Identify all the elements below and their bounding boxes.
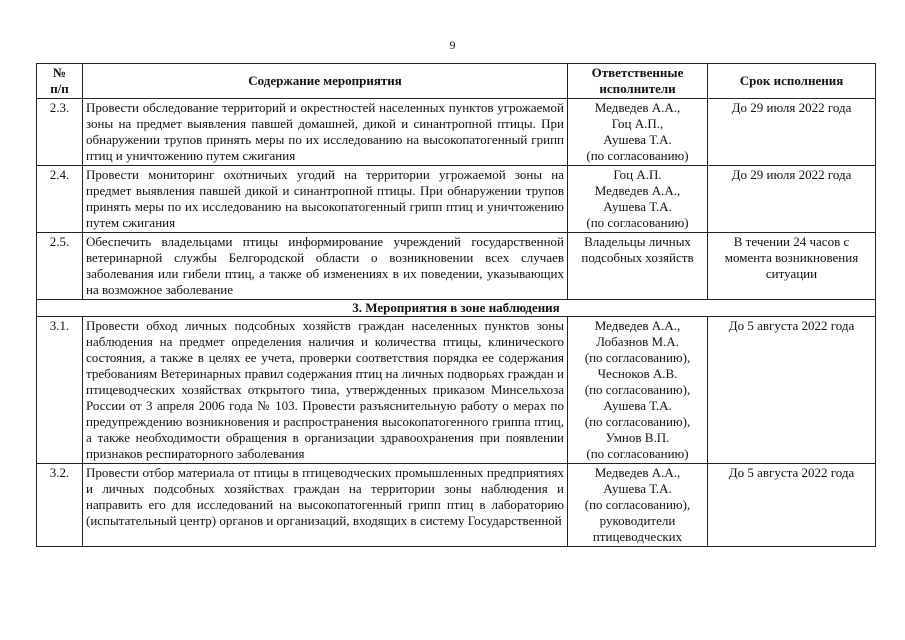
responsible-line: Медведев А.А., <box>594 465 681 480</box>
row-deadline <box>708 317 876 464</box>
row-number: 3.1. <box>37 317 83 464</box>
header-deadline: Срок исполнения <box>708 64 876 99</box>
deadline-line: момента возникновения <box>724 250 859 265</box>
header-responsible <box>568 64 708 99</box>
row-deadline <box>708 233 876 300</box>
row-deadline <box>708 464 876 547</box>
responsible-line: Чесноков А.В. <box>597 366 678 381</box>
row-deadline <box>708 166 876 233</box>
table-header-row <box>37 64 876 99</box>
table-row <box>37 317 876 464</box>
responsible-line: Аушева Т.А. <box>603 481 672 496</box>
row-responsible <box>568 233 708 300</box>
page-number: 9 <box>449 38 456 52</box>
header-number <box>37 64 83 99</box>
section-title: 3. Мероприятия в зоне наблюдения <box>37 300 876 317</box>
responsible-line: руководители <box>599 513 676 528</box>
table-row <box>37 99 876 166</box>
deadline-line: До 29 июля 2022 года <box>731 167 852 182</box>
deadline-line: В течении 24 часов с <box>733 234 850 249</box>
header-responsible-line: Ответственные <box>591 65 684 80</box>
responsible-line: (по согласованию), <box>584 497 691 512</box>
row-content: Провести обследование территорий и окрестностей населенных пунктов угрожаемой зоны на предмет выявления павшей домашней, дикой и синантропной птицы. При обнаружении трупов принять меры по их исследованию на высокопатогенный грипп птиц и уничтожению путем сжигания <box>83 99 568 166</box>
header-number-line: п/п <box>50 81 69 96</box>
table-body-zone-threat <box>37 99 876 300</box>
responsible-line: Медведев А.А., <box>594 100 681 115</box>
row-responsible <box>568 166 708 233</box>
table-row <box>37 166 876 233</box>
row-number: 2.4. <box>37 166 83 233</box>
deadline-line: До 5 августа 2022 года <box>728 465 855 480</box>
row-content: Обеспечить владельцами птицы информирование учреждений государственной ветеринарной службы Белгородской области о возникновении всех случаев заболевания или гибели птиц, а также об изменениях в их поведении, указывающих на возможное заболевание <box>83 233 568 300</box>
responsible-line: Медведев А.А., <box>594 183 681 198</box>
row-content: Провести мониторинг охотничьих угодий на территории угрожаемой зоны на предмет выявления павшей дикой и синантропной птицы. При обнаружении трупов принять меры по их исследованию на высокопатогенный грипп птиц и уничтожению путем сжигания <box>83 166 568 233</box>
responsible-line: Медведев А.А., <box>594 318 681 333</box>
row-responsible <box>568 99 708 166</box>
row-number: 2.3. <box>37 99 83 166</box>
section-row <box>37 300 876 317</box>
measures-table <box>36 63 876 547</box>
responsible-line: Владельцы личных <box>584 234 691 249</box>
row-content: Провести обход личных подсобных хозяйств граждан населенных пунктов зоны наблюдения на предмет определения наличия и количества птицы, клинического состояния, а также в целях ее учета, проверки соответствия порядка ее содержания требованиям Ветеринарных правил содержания птиц на личных подворьях граждан и птицеводческих хозяйствах открытого типа, утвержденных приказом Минсельхоза России от 3 апреля 2006 года № 103. Провести разъяснительную работу о мерах по предупреждению возникновения и распространения высокопатогенного гриппа птиц, а также необходимости обращения в организации здравоохранения при появлении признаков респираторного заболевания <box>83 317 568 464</box>
row-responsible <box>568 464 708 547</box>
responsible-line: Умнов В.П. <box>605 430 670 445</box>
responsible-line: (по согласованию), <box>584 414 691 429</box>
responsible-line: (по согласованию) <box>586 215 689 230</box>
row-number: 2.5. <box>37 233 83 300</box>
table-body-zone-observation <box>37 317 876 547</box>
responsible-line: птицеводческих <box>592 529 683 544</box>
header-responsible-line: исполнители <box>599 81 676 96</box>
responsible-line: (по согласованию), <box>584 350 691 365</box>
responsible-line: (по согласованию) <box>586 446 689 461</box>
row-content: Провести отбор материала от птицы в птицеводческих промышленных предприятиях и личных подсобных хозяйствах граждан на территории зоны наблюдения и направить его для исследований на высокопатогенный грипп птиц в лабораторию (испытательный центр) органов и организаций, входящих в систему Государственной <box>83 464 568 547</box>
header-content: Содержание мероприятия <box>83 64 568 99</box>
responsible-line: Гоц А.П. <box>613 167 662 182</box>
responsible-line: Лобазнов М.А. <box>596 334 679 349</box>
responsible-line: Гоц А.П., <box>611 116 664 131</box>
deadline-line: До 5 августа 2022 года <box>728 318 855 333</box>
deadline-line: До 29 июля 2022 года <box>731 100 852 115</box>
header-number-line: № <box>52 65 67 80</box>
table-row <box>37 464 876 547</box>
responsible-line: подсобных хозяйств <box>581 250 694 265</box>
row-responsible <box>568 317 708 464</box>
row-deadline <box>708 99 876 166</box>
responsible-line: (по согласованию) <box>586 148 689 163</box>
responsible-line: (по согласованию), <box>584 382 691 397</box>
deadline-line: ситуации <box>765 266 818 281</box>
responsible-line: Аушева Т.А. <box>603 199 672 214</box>
table-row <box>37 233 876 300</box>
responsible-line: Аушева Т.А. <box>603 398 672 413</box>
row-number: 3.2. <box>37 464 83 547</box>
responsible-line: Аушева Т.А. <box>603 132 672 147</box>
